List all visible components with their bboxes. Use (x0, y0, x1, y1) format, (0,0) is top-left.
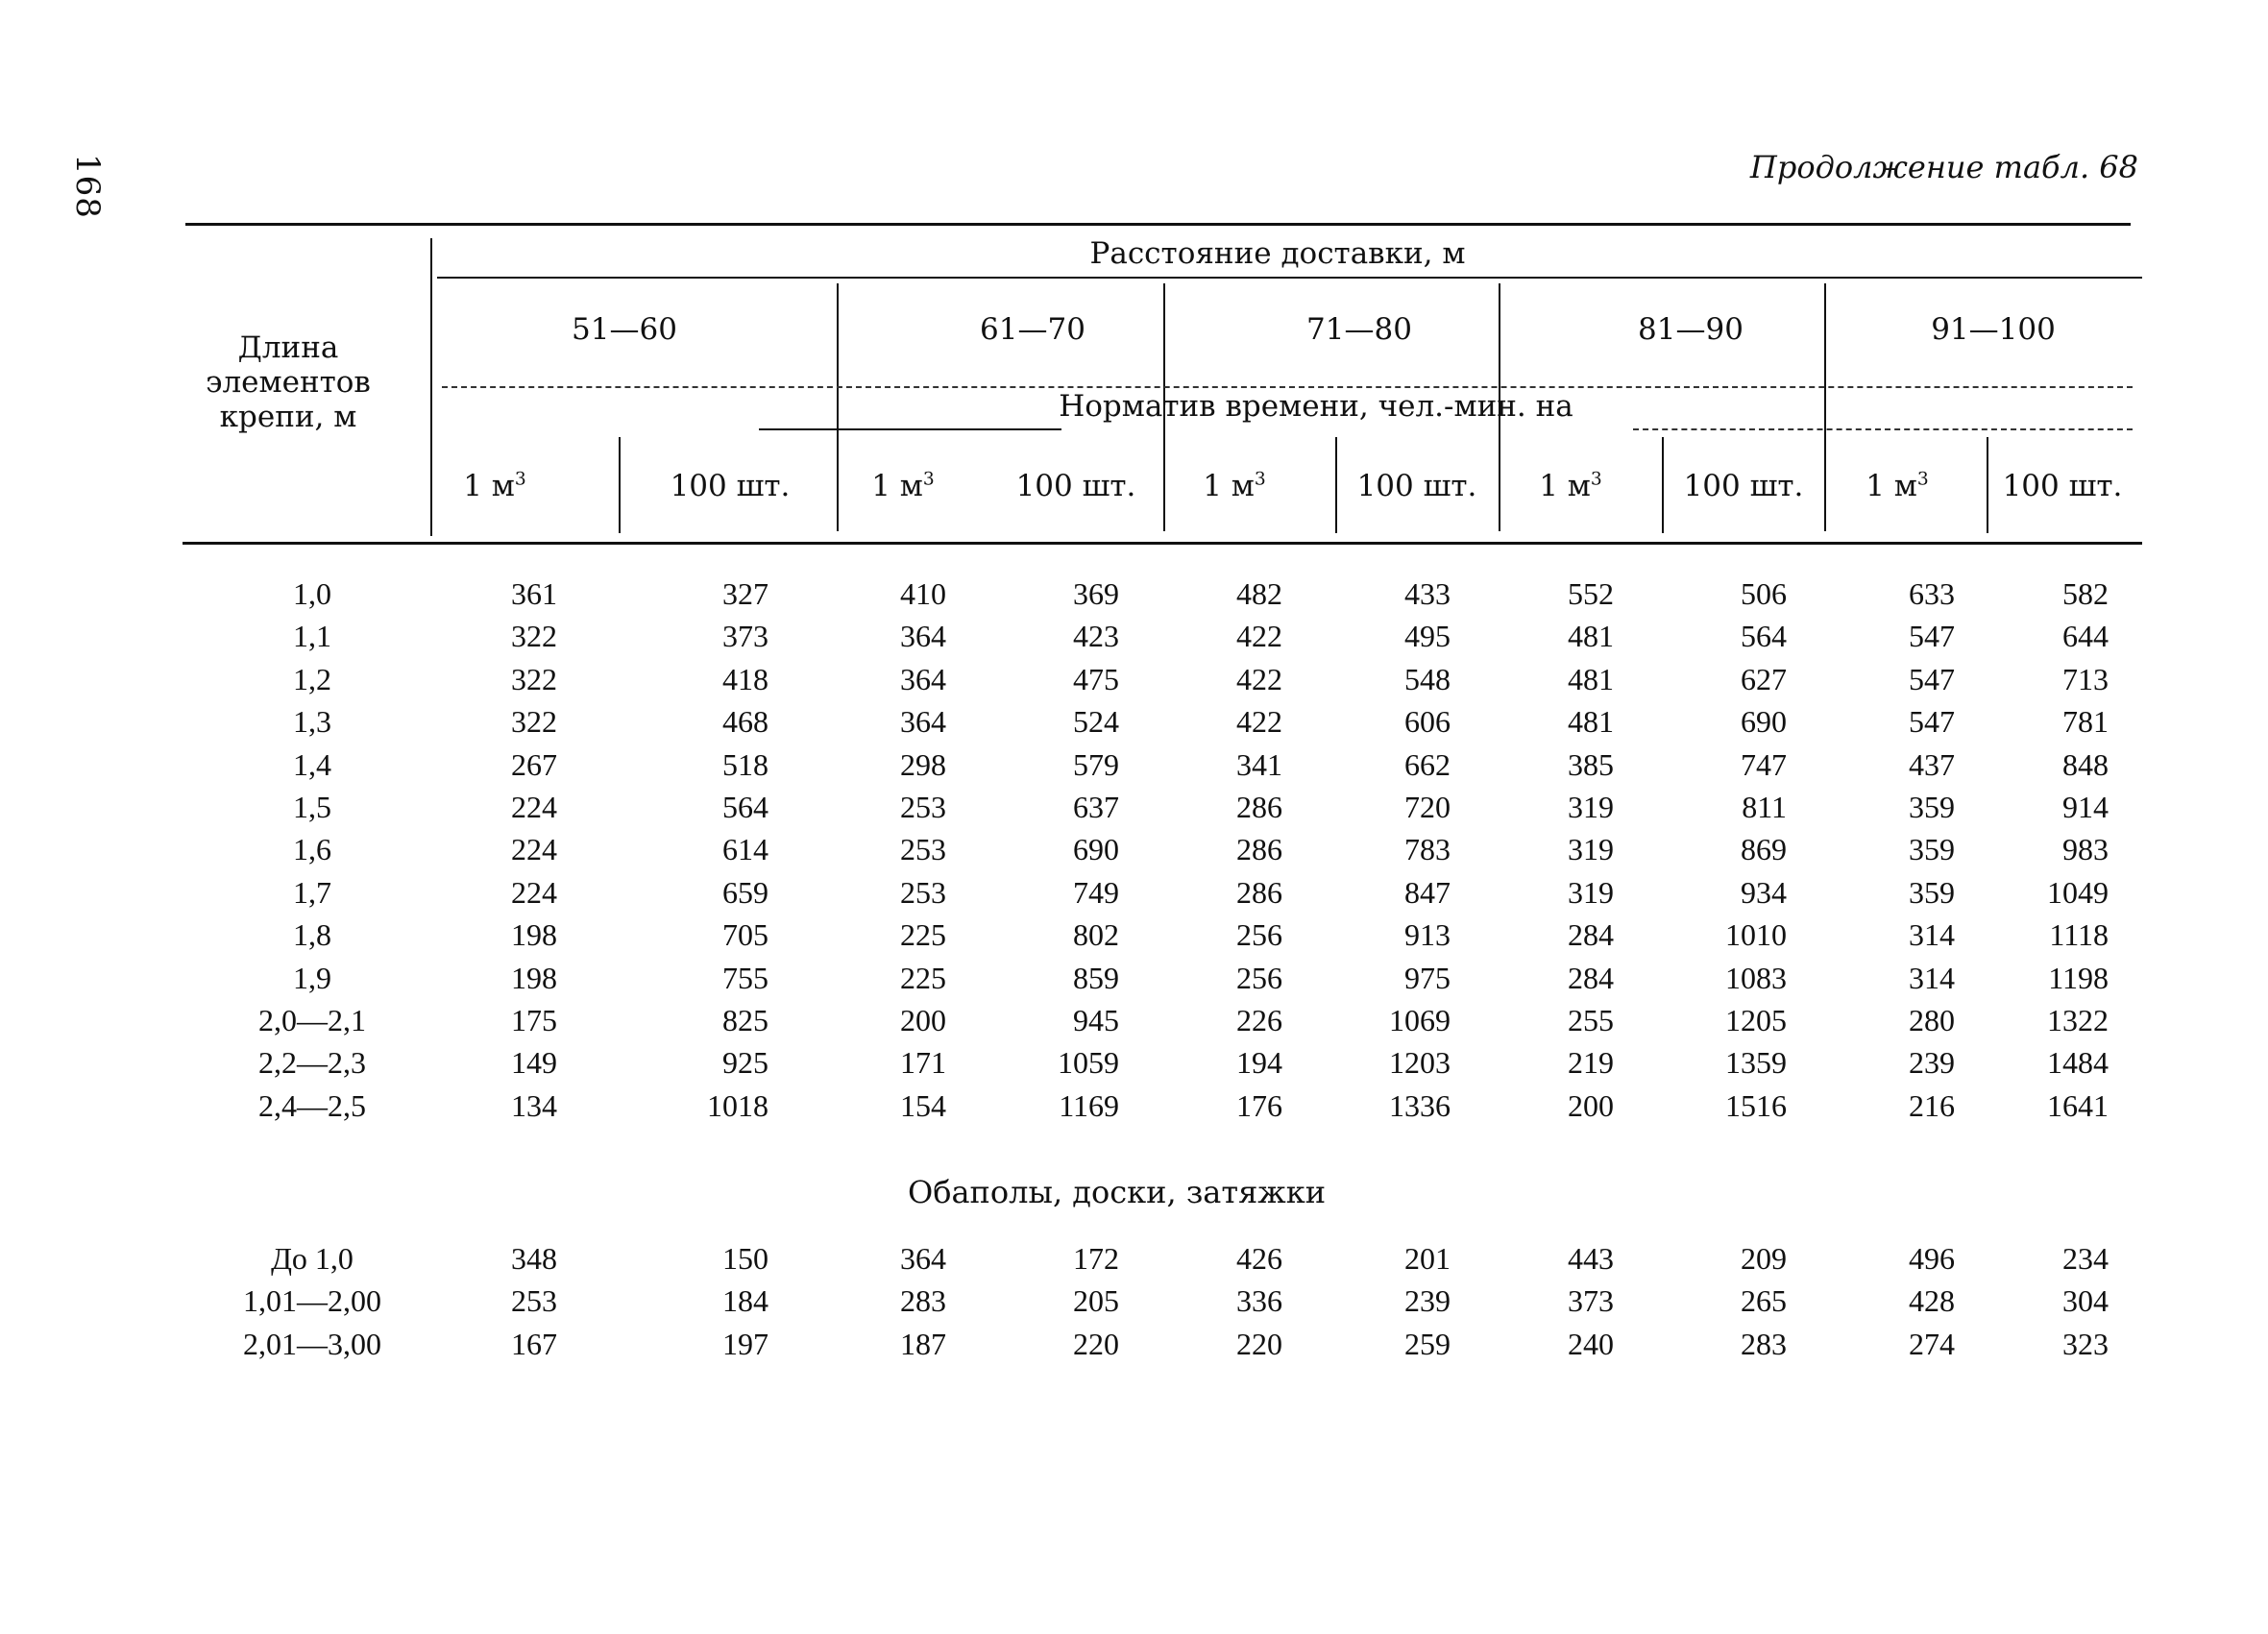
table-cell: 224 (511, 832, 557, 867)
table-cell: 319 (1568, 832, 1614, 867)
unit-header-m3 (1513, 469, 1628, 503)
table-cell: 475 (1073, 661, 1119, 696)
table-cell: 171 (900, 1045, 946, 1081)
unit-header-m3-sup: 3 (1590, 469, 1602, 490)
unit-header-m3-sup: 3 (1254, 469, 1266, 490)
row-label: 1,2 (293, 661, 331, 696)
unit-header-m3-text: 1 м (871, 469, 923, 503)
norm-header: Норматив времени, чел.-мин. на (1059, 389, 1573, 424)
unit-header-m3-sup: 3 (1916, 469, 1929, 490)
table-cell: 422 (1236, 704, 1282, 740)
table-row (0, 662, 2268, 704)
table-cell: 364 (900, 704, 946, 740)
table-cell: 200 (1568, 1087, 1614, 1123)
range-divider (1824, 283, 1826, 531)
table-cell: 481 (1568, 704, 1614, 740)
table-cell: 209 (1741, 1241, 1787, 1276)
table-cell: 184 (722, 1283, 768, 1319)
table-row (0, 790, 2268, 832)
page-number: 168 (68, 154, 107, 219)
table-cell: 175 (511, 1003, 557, 1037)
table-cell: 364 (900, 661, 946, 696)
table-cell: 802 (1073, 917, 1119, 953)
table-cell: 582 (2062, 576, 2109, 611)
table-cell: 825 (722, 1003, 768, 1037)
table-cell: 547 (1909, 704, 1955, 740)
table-cell: 913 (1404, 917, 1451, 953)
table-row (0, 1045, 2268, 1087)
table-cell: 713 (2062, 661, 2109, 696)
table-cell: 284 (1568, 960, 1614, 995)
unit-header-m3-text: 1 м (1203, 469, 1255, 503)
table-cell: 336 (1236, 1283, 1282, 1319)
table-cell: 847 (1404, 874, 1451, 910)
table-cell: 314 (1909, 917, 1955, 953)
table-cell: 167 (511, 1326, 557, 1361)
table-cell: 201 (1404, 1241, 1451, 1276)
table-cell: 304 (2062, 1283, 2109, 1319)
unit-header-m3 (437, 469, 552, 503)
row-label-header (192, 330, 384, 434)
unit-header-m3 (1177, 469, 1292, 503)
table-cell: 319 (1568, 874, 1614, 910)
table-cell: 443 (1568, 1241, 1614, 1276)
table-cell: 225 (900, 917, 946, 953)
table-cell: 253 (900, 832, 946, 867)
table-cell: 983 (2062, 832, 2109, 867)
table-row (0, 1327, 2268, 1369)
table-cell: 283 (1741, 1326, 1787, 1361)
table-cell: 422 (1236, 661, 1282, 696)
row-label: 1,7 (293, 874, 331, 910)
table-cell: 1083 (1725, 960, 1787, 995)
table-cell: 564 (1741, 619, 1787, 654)
table-cell: 1018 (707, 1087, 768, 1123)
table-cell: 200 (900, 1003, 946, 1037)
row-label: До 1,0 (271, 1241, 354, 1276)
row-label: 2,0—2,1 (258, 1003, 366, 1037)
table-cell: 690 (1073, 832, 1119, 867)
table-cell: 747 (1741, 746, 1787, 782)
table-cell: 341 (1236, 746, 1282, 782)
table-cell: 1198 (2048, 960, 2109, 995)
table-cell: 518 (722, 746, 768, 782)
table-cell: 220 (1236, 1326, 1282, 1361)
table-cell: 1484 (2047, 1045, 2109, 1081)
table-cell: 644 (2062, 619, 2109, 654)
table-cell: 280 (1909, 1003, 1955, 1037)
table-cell: 690 (1741, 704, 1787, 740)
table-cell: 322 (511, 619, 557, 654)
table-cell: 506 (1741, 576, 1787, 611)
table-cell: 627 (1741, 661, 1787, 696)
table-cell: 187 (900, 1326, 946, 1361)
table-cell: 749 (1073, 874, 1119, 910)
table-cell: 914 (2062, 790, 2109, 824)
unit-header-m3 (1840, 469, 1955, 503)
norm-rule (759, 428, 1061, 430)
table-cell: 481 (1568, 619, 1614, 654)
table-cell: 433 (1404, 576, 1451, 611)
table-cell: 253 (511, 1283, 557, 1319)
unit-header-m3-text: 1 м (1539, 469, 1591, 503)
unit-header-100: 100 шт. (670, 469, 791, 503)
table-cell: 286 (1236, 790, 1282, 824)
table-cell: 256 (1236, 960, 1282, 995)
table-cell: 1205 (1725, 1003, 1787, 1037)
table-cell: 220 (1073, 1326, 1119, 1361)
table-cell: 197 (722, 1326, 768, 1361)
table-cell: 659 (722, 874, 768, 910)
delivery-distance-header: Расстояние доставки, м (1089, 236, 1466, 271)
table-cell: 1322 (2047, 1003, 2109, 1037)
table-cell: 720 (1404, 790, 1451, 824)
table-cell: 240 (1568, 1326, 1614, 1361)
table-cell: 364 (900, 619, 946, 654)
table-cell: 1069 (1389, 1003, 1451, 1037)
table-top-rule (185, 223, 2131, 226)
table-cell: 606 (1404, 704, 1451, 740)
table-cell: 426 (1236, 1241, 1282, 1276)
row-label-header-text: Длина элементов крепи, м (206, 330, 371, 434)
table-cell: 418 (722, 661, 768, 696)
table-row (0, 576, 2268, 619)
section-title-text: Обаполы, доски, затяжки (907, 1174, 1327, 1210)
table-cell: 564 (722, 790, 768, 824)
unit-divider (1335, 437, 1337, 533)
table-cell: 327 (722, 576, 768, 611)
table-cell: 198 (511, 917, 557, 953)
table-cell: 154 (900, 1087, 946, 1123)
table-cell: 468 (722, 704, 768, 740)
table-cell: 547 (1909, 619, 1955, 654)
table-cell: 579 (1073, 746, 1119, 782)
unit-header-m3-text: 1 м (1866, 469, 1917, 503)
table-row (0, 961, 2268, 1003)
table-cell: 1516 (1725, 1087, 1787, 1123)
row-label: 1,4 (293, 746, 331, 782)
table-cell: 410 (900, 576, 946, 611)
table-cell: 783 (1404, 832, 1451, 867)
table-cell: 662 (1404, 746, 1451, 782)
table-cell: 219 (1568, 1045, 1614, 1081)
table-cell: 286 (1236, 874, 1282, 910)
table-cell: 1118 (2049, 917, 2109, 953)
table-cell: 134 (511, 1087, 557, 1123)
row-label: 1,01—2,00 (243, 1283, 381, 1319)
table-cell: 1336 (1389, 1087, 1451, 1123)
table-row (0, 1088, 2268, 1131)
table-cell: 224 (511, 874, 557, 910)
table-row (0, 875, 2268, 917)
table-cell: 224 (511, 790, 557, 824)
range-header-91-100: 91—100 (1931, 312, 2056, 347)
table-cell: 552 (1568, 576, 1614, 611)
row-label: 2,2—2,3 (258, 1045, 366, 1081)
table-cell: 322 (511, 661, 557, 696)
range-divider (837, 283, 839, 531)
table-cell: 359 (1909, 832, 1955, 867)
table-cell: 259 (1404, 1326, 1451, 1361)
unit-header-m3-sup: 3 (922, 469, 935, 490)
distance-rule (437, 277, 2142, 279)
table-cell: 422 (1236, 619, 1282, 654)
table-cell: 869 (1741, 832, 1787, 867)
table-cell: 149 (511, 1045, 557, 1081)
table-cell: 256 (1236, 917, 1282, 953)
table-cell: 547 (1909, 661, 1955, 696)
table-cell: 359 (1909, 790, 1955, 824)
range-header-61-70: 61—70 (980, 312, 1085, 347)
table-row (0, 1241, 2268, 1283)
table-cell: 369 (1073, 576, 1119, 611)
unit-header-100: 100 шт. (1356, 469, 1477, 503)
unit-header-100: 100 шт. (1683, 469, 1804, 503)
row-label: 1,1 (293, 619, 331, 654)
row-label: 1,3 (293, 704, 331, 740)
unit-divider (1662, 437, 1664, 533)
table-cell: 314 (1909, 960, 1955, 995)
table-cell: 274 (1909, 1326, 1955, 1361)
table-cell: 319 (1568, 790, 1614, 824)
table-cell: 482 (1236, 576, 1282, 611)
table-caption: Продолжение табл. 68 (1749, 149, 2138, 185)
table-cell: 548 (1404, 661, 1451, 696)
table-cell: 198 (511, 960, 557, 995)
table-cell: 437 (1909, 746, 1955, 782)
table-cell: 216 (1909, 1087, 1955, 1123)
table-cell: 373 (722, 619, 768, 654)
range-bottom-rule (442, 386, 2133, 388)
table-cell: 298 (900, 746, 946, 782)
table-cell: 1641 (2047, 1087, 2109, 1123)
row-label: 2,4—2,5 (258, 1087, 366, 1123)
table-cell: 267 (511, 746, 557, 782)
table-cell: 496 (1909, 1241, 1955, 1276)
table-cell: 225 (900, 960, 946, 995)
section-title (0, 1174, 2268, 1210)
table-row (0, 1003, 2268, 1045)
range-header-81-90: 81—90 (1638, 312, 1744, 347)
table-cell: 172 (1073, 1241, 1119, 1276)
row-label: 1,9 (293, 960, 331, 995)
row-label: 2,01—3,00 (243, 1326, 381, 1361)
table-cell: 176 (1236, 1087, 1282, 1123)
table-cell: 205 (1073, 1283, 1119, 1319)
table-cell: 614 (722, 832, 768, 867)
table-cell: 283 (900, 1283, 946, 1319)
table-row (0, 917, 2268, 960)
table-cell: 495 (1404, 619, 1451, 654)
table-cell: 373 (1568, 1283, 1614, 1319)
row-label: 1,5 (293, 790, 331, 824)
table-cell: 239 (1909, 1045, 1955, 1081)
table-cell: 348 (511, 1241, 557, 1276)
table-cell: 364 (900, 1241, 946, 1276)
table-cell: 255 (1568, 1003, 1614, 1037)
table-cell: 284 (1568, 917, 1614, 953)
table-cell: 1169 (1059, 1087, 1119, 1123)
table-cell: 811 (1742, 790, 1787, 824)
table-cell: 975 (1404, 960, 1451, 995)
table-cell: 265 (1741, 1283, 1787, 1319)
unit-divider (1987, 437, 1988, 533)
row-label: 1,0 (293, 576, 331, 611)
table-cell: 848 (2062, 746, 2109, 782)
header-bottom-rule (183, 542, 2142, 545)
table-cell: 934 (1741, 874, 1787, 910)
table-cell: 253 (900, 790, 946, 824)
table-cell: 226 (1236, 1003, 1282, 1037)
table-cell: 1203 (1389, 1045, 1451, 1081)
table-cell: 945 (1073, 1003, 1119, 1037)
table-cell: 925 (722, 1045, 768, 1081)
table-cell: 859 (1073, 960, 1119, 995)
table-cell: 1359 (1725, 1045, 1787, 1081)
range-header-51-60: 51—60 (572, 312, 677, 347)
label-column-divider (430, 238, 432, 536)
norm-rule-dashed (1633, 428, 2133, 430)
table-cell: 385 (1568, 746, 1614, 782)
table-cell: 194 (1236, 1045, 1282, 1081)
table-cell: 239 (1404, 1283, 1451, 1319)
table-cell: 286 (1236, 832, 1282, 867)
table-cell: 637 (1073, 790, 1119, 824)
row-label: 1,6 (293, 832, 331, 867)
table-cell: 322 (511, 704, 557, 740)
table-cell: 359 (1909, 874, 1955, 910)
table-row (0, 832, 2268, 874)
unit-header-100: 100 шт. (2002, 469, 2123, 503)
row-label: 1,8 (293, 917, 331, 953)
table-cell: 781 (2062, 704, 2109, 740)
table-cell: 1059 (1058, 1045, 1119, 1081)
table-cell: 150 (722, 1241, 768, 1276)
table-cell: 1010 (1725, 917, 1787, 953)
table-cell: 423 (1073, 619, 1119, 654)
table-cell: 323 (2062, 1326, 2109, 1361)
range-header-71-80: 71—80 (1306, 312, 1412, 347)
table-cell: 633 (1909, 576, 1955, 611)
unit-header-m3-sup: 3 (514, 469, 526, 490)
unit-divider (619, 437, 621, 533)
table-row (0, 704, 2268, 746)
table-cell: 755 (722, 960, 768, 995)
table-cell: 234 (2062, 1241, 2109, 1276)
table-row (0, 747, 2268, 790)
table-cell: 524 (1073, 704, 1119, 740)
table-row (0, 619, 2268, 661)
table-row (0, 1283, 2268, 1326)
unit-header-m3-text: 1 м (463, 469, 515, 503)
table-cell: 253 (900, 874, 946, 910)
unit-header-m3 (845, 469, 961, 503)
table-cell: 705 (722, 917, 768, 953)
table-cell: 428 (1909, 1283, 1955, 1319)
table-cell: 361 (511, 576, 557, 611)
unit-header-100: 100 шт. (1015, 469, 1136, 503)
table-cell: 481 (1568, 661, 1614, 696)
table-cell: 1049 (2047, 874, 2109, 910)
